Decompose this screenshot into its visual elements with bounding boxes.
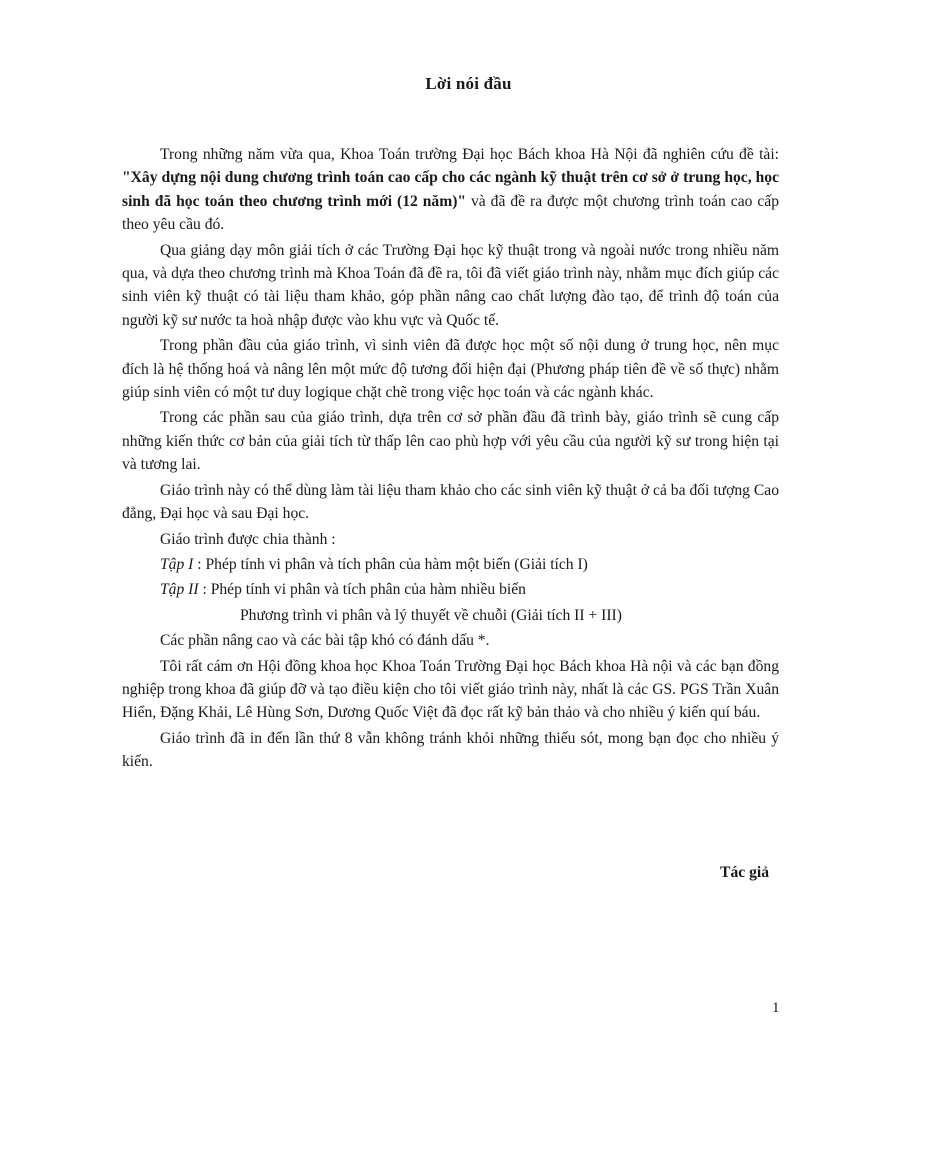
volume-1-text: : Phép tính vi phân và tích phân của hàm một biến (Giải tích I)	[193, 555, 588, 573]
author-signature: Tác giả	[720, 864, 769, 881]
volume-2-continuation: Phương trình vi phân và lý thuyết về chuỗi (Giải tích II + III)	[240, 606, 622, 624]
paragraph-closing: Giáo trình đã in đến lần thứ 8 vẫn không tránh khỏi những thiếu sót, mong bạn đọc cho nhiều ý kiến.	[122, 729, 779, 771]
volume-1-line	[122, 553, 779, 576]
volume-2-line	[122, 578, 779, 601]
research-topic-title: "Xây dựng nội dung chương trình toán cao cấp cho các ngành kỹ thuật trên cơ sở ở trung học, học sinh đã học toán theo chương trình mới (12 năm)"	[122, 169, 779, 210]
paragraph-3: Trong phần đầu của giáo trình, vì sinh viên đã được học một số nội dung ở trung học, nên mục đích là hệ thống hoá và nâng lên một mức độ tương đối hiện đại (Phương pháp tiên đề về số thực) nhằm giúp sinh viên có một tư duy logique chặt chẽ trong việc học toán và các ngành khác.	[122, 337, 779, 402]
preface-body	[122, 143, 779, 776]
volume-1-label: Tập I	[160, 555, 194, 573]
paragraph-5: Giáo trình này có thể dùng làm tài liệu tham khảo cho các sinh viên kỹ thuật ở cả ba đối tượng Cao đẳng, Đại học và sau Đại học.	[122, 481, 779, 523]
paragraph-1-outro: và đã đề ra được một chương trình toán cao cấp theo yêu cầu đó.	[122, 192, 779, 234]
paragraph-1	[122, 143, 779, 237]
paragraph-acknowledgements: Tôi rất cám ơn Hội đồng khoa học Khoa Toán Trường Đại học Bách khoa Hà nội và các bạn đồng nghiệp trong khoa đã giúp đỡ và tạo điều kiện cho tôi viết giáo trình này, nhất là các GS. PGS Trần Xuân Hiển, Đặng Khải, Lê Hùng Sơn, Dương Quốc Việt đã đọc rất kỹ bản thảo và cho nhiều ý kiến quí báu.	[122, 657, 779, 722]
page-title: Lời nói đầu	[425, 74, 512, 93]
paragraph-advanced-note: Các phần nâng cao và các bài tập khó có đánh dấu *.	[160, 632, 490, 650]
paragraph-2: Qua giảng dạy môn giải tích ở các Trường Đại học kỹ thuật trong và ngoài nước trong nhiều năm qua, và dựa theo chương trình mà Khoa Toán đã đề ra, tôi đã viết giáo trình này, nhằm mục đích giúp các sinh viên kỹ thuật có tài liệu tham khảo, góp phần nâng cao chất lượng đào tạo, để trình độ toán của người kỹ sư nước ta hoà nhập được vào khu vực và Quốc tế.	[122, 241, 779, 329]
paragraph-4: Trong các phần sau của giáo trình, dựa trên cơ sở phần đầu đã trình bày, giáo trình sẽ cung cấp những kiến thức cơ bản của giải tích từ thấp lên cao phù hợp với yêu cầu của người kỹ sư trong hiện tại và tương lai.	[122, 409, 779, 474]
volume-2-label: Tập II	[160, 581, 199, 599]
paragraph-1-intro: Trong những năm vừa qua, Khoa Toán trường Đại học Bách khoa Hà Nội đã nghiên cứu đề tài:	[160, 146, 779, 163]
volume-2-text: : Phép tính vi phân và tích phân của hàm nhiều biến	[198, 581, 526, 599]
paragraph-6: Giáo trình được chia thành :	[160, 530, 336, 548]
page-number: 1	[772, 1000, 780, 1016]
